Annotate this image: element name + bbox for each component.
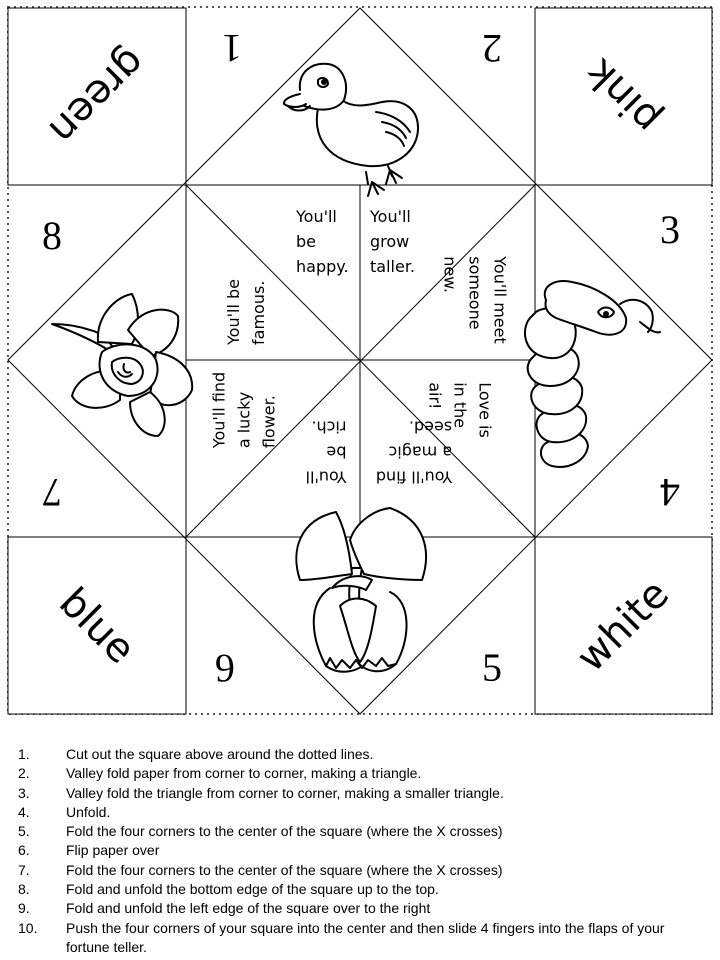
fortune-someone-new: You'll meet someone new. bbox=[440, 256, 510, 344]
number-2: 2 bbox=[482, 26, 502, 71]
instruction-text: Valley fold the triangle from corner to corner, making a smaller triangle. bbox=[66, 784, 504, 801]
color-label-pink: pink bbox=[576, 49, 670, 143]
duck-illustration bbox=[284, 64, 418, 196]
fortune-taller: You'll grow taller. bbox=[370, 207, 416, 276]
instruction-number: 5. bbox=[18, 823, 30, 840]
instruction-number: 6. bbox=[18, 842, 30, 859]
instructions-list bbox=[0, 745, 720, 957]
caterpillar-illustration bbox=[525, 281, 660, 467]
instruction-text: Fold the four corners to the center of the square (where the X crosses) bbox=[66, 861, 503, 878]
instruction-number: 9. bbox=[18, 900, 30, 917]
instruction-text: Flip paper over bbox=[66, 842, 160, 859]
instruction-number: 4. bbox=[18, 803, 30, 820]
instruction-number: 10. bbox=[18, 919, 38, 936]
color-label-white: white bbox=[568, 571, 678, 681]
instruction-text: Fold and unfold the left edge of the square over to the right bbox=[66, 900, 431, 917]
instruction-text: Unfold. bbox=[66, 803, 111, 820]
instruction-item bbox=[0, 899, 720, 918]
instruction-text: Fold and unfold the bottom edge of the square up to the top. bbox=[66, 881, 439, 898]
color-label-blue: blue bbox=[50, 579, 144, 673]
instruction-number: 8. bbox=[18, 881, 30, 898]
instruction-item bbox=[0, 822, 720, 841]
instruction-item bbox=[0, 861, 720, 880]
instruction-item bbox=[0, 745, 720, 764]
fortune-lucky-flower: You'll find a lucky flower. bbox=[209, 371, 279, 449]
instruction-text: Push the four corners of your square into the center and then slide 4 fingers into the flaps of your fortune teller. bbox=[66, 919, 665, 955]
number-3: 3 bbox=[660, 207, 680, 252]
number-6: 6 bbox=[215, 646, 235, 691]
daffodil-illustration bbox=[52, 294, 192, 436]
number-1: 1 bbox=[222, 26, 242, 71]
number-5: 5 bbox=[482, 645, 502, 690]
fortune-love: Love is in the air! bbox=[425, 382, 495, 438]
number-4: 4 bbox=[660, 470, 680, 515]
instruction-item bbox=[0, 784, 720, 803]
fortune-rich: You'll be rich. bbox=[305, 417, 347, 487]
instruction-item bbox=[0, 803, 720, 822]
instruction-text: Fold the four corners to the center of the square (where the X crosses) bbox=[66, 823, 503, 840]
number-7: 7 bbox=[42, 470, 62, 515]
instruction-text: Cut out the square above around the dotted lines. bbox=[66, 746, 374, 762]
fortune-happy: You'll be happy. bbox=[296, 207, 349, 276]
instruction-item bbox=[0, 841, 720, 860]
instruction-number: 3. bbox=[18, 784, 30, 801]
number-8: 8 bbox=[42, 213, 62, 258]
instruction-item bbox=[0, 764, 720, 783]
fortune-famous: You'll be famous. bbox=[224, 279, 268, 345]
instruction-text: Valley fold paper from corner to corner, making a triangle. bbox=[66, 765, 422, 782]
instruction-item bbox=[0, 919, 720, 958]
tulip-illustration bbox=[296, 508, 426, 672]
instruction-number: 1. bbox=[18, 746, 30, 762]
color-label-green: green bbox=[39, 38, 155, 154]
instruction-number: 7. bbox=[18, 861, 30, 878]
instruction-number: 2. bbox=[18, 765, 30, 782]
instruction-item bbox=[0, 880, 720, 899]
fortune-magic-seed: You'll find a magic seed. bbox=[375, 417, 453, 487]
